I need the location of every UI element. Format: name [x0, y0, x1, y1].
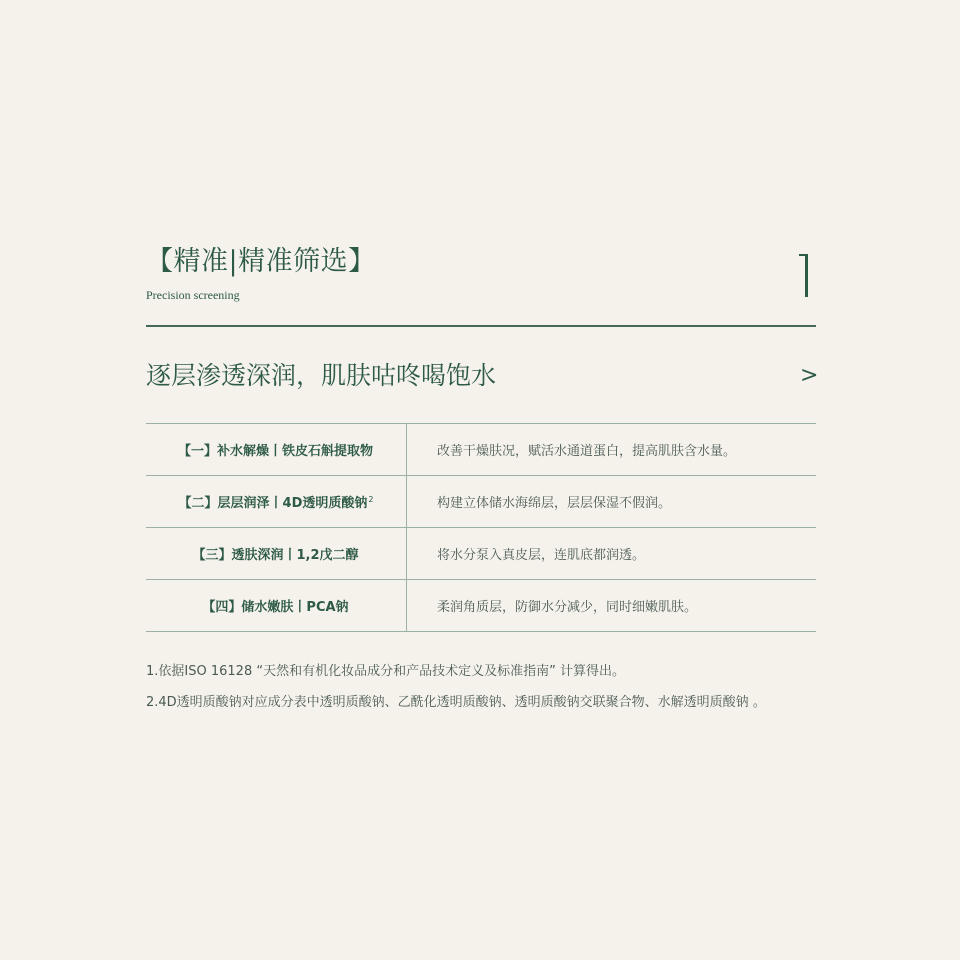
footnote-mark: 2 — [368, 494, 374, 504]
feature-name: 【三】透肤深润丨1,2戊二醇 — [146, 528, 407, 580]
page-subtitle: Precision screening — [146, 288, 240, 302]
table-row — [146, 580, 816, 632]
headline: 逐层渗透深润，肌肤咕咚喝饱水 — [146, 361, 497, 390]
feature-description: 改善干燥肤况，赋活水通道蛋白，提高肌肤含水量。 — [407, 424, 817, 476]
table-row — [146, 528, 816, 580]
section-header — [146, 242, 376, 303]
feature-name: 【一】补水解燥丨铁皮石斛提取物 — [146, 424, 407, 476]
footnotes — [146, 656, 766, 718]
table-row — [146, 476, 816, 528]
table-row — [146, 424, 816, 476]
page-title: 【精准|精准筛选】 — [146, 246, 376, 277]
footnote: 2.4D透明质酸钠对应成分表中透明质酸钠、乙酰化透明质酸钠、透明质酸钠交联聚合物、水解透明质酸钠 。 — [146, 695, 766, 710]
feature-description: 构建立体储水海绵层，层层保湿不假润。 — [407, 476, 817, 528]
feature-name: 【四】储水嫩肤丨PCA钠 — [146, 580, 407, 632]
footnote: 1.依据ISO 16128 “天然和有机化妆品成分和产品技术定义及标准指南” 计算得出。 — [146, 664, 625, 679]
header-divider — [146, 325, 816, 327]
feature-name: 【二】层层润泽丨4D透明质酸钠$^2$ — [146, 476, 407, 528]
feature-table — [146, 423, 816, 632]
corner-bracket-decoration — [799, 254, 808, 297]
feature-description: 柔润角质层，防御水分减少，同时细嫩肌肤。 — [407, 580, 817, 632]
chevron-right-icon[interactable]: > — [800, 363, 819, 388]
feature-description: 将水分泵入真皮层，连肌底都润透。 — [407, 528, 817, 580]
